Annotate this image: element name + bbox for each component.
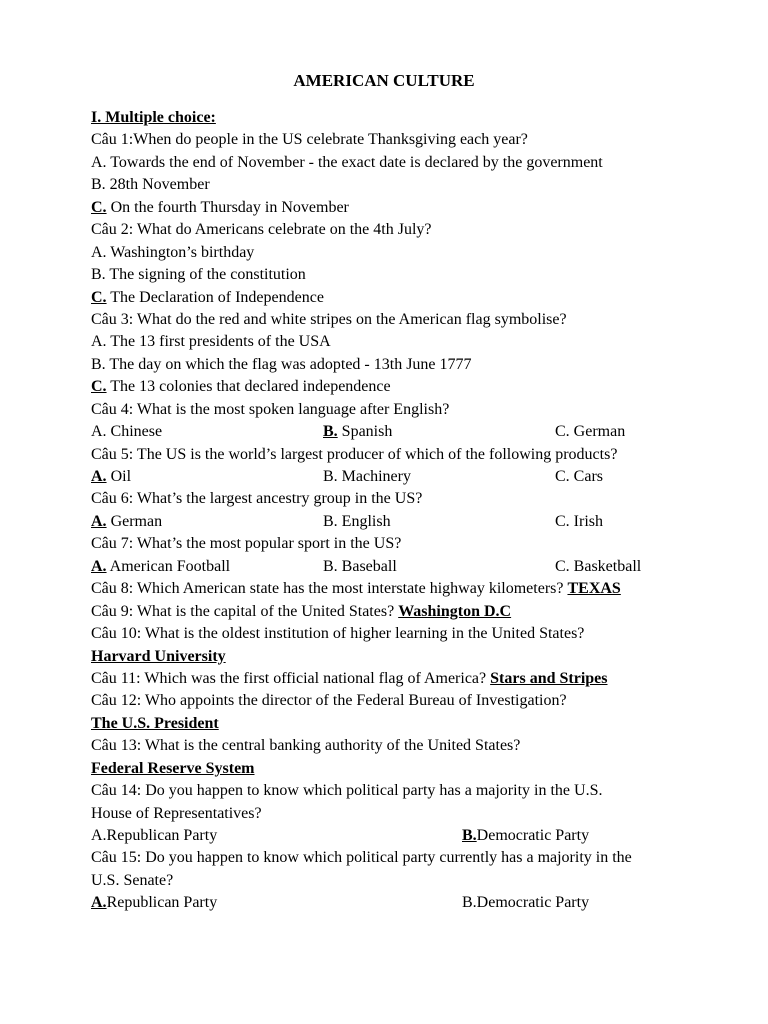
option-text: On the fourth Thursday in November: [106, 198, 349, 216]
question-text: Câu 8: Which American state has the most interstate highway kilometers?: [91, 580, 568, 598]
question-12-answer: [91, 713, 731, 735]
option-text: German: [106, 512, 163, 530]
question-4-options: [91, 421, 731, 443]
answer: Harvard University: [91, 647, 226, 665]
question-3: Câu 3: What do the red and white stripes on the American flag symbolise?: [91, 310, 567, 328]
answer-letter: C.: [91, 198, 107, 216]
option-text: American Football: [106, 557, 231, 575]
answer: The U.S. President: [91, 714, 219, 732]
question-15: Câu 15: Do you happen to know which political party currently has a majority in the: [91, 849, 632, 867]
answer-letter: A.: [91, 894, 107, 912]
option-c: C. Basketball: [555, 557, 642, 575]
document-title: AMERICAN CULTURE: [293, 71, 475, 90]
option-a: [91, 892, 217, 914]
section-heading: [91, 107, 731, 129]
question-5: Câu 5: The US is the world’s largest producer of which of the following products?: [91, 445, 618, 463]
question-1: Câu 1:When do people in the US celebrate Thanksgiving each year?: [91, 131, 528, 149]
question-3-option-a: A. The 13 first presidents of the USA: [91, 333, 331, 351]
option-a: [91, 511, 162, 533]
question-2-option-a: A. Washington’s birthday: [91, 243, 255, 261]
option-b: B. Machinery: [323, 468, 411, 485]
question-11: [91, 668, 731, 690]
option-b: B.Democratic Party: [462, 894, 590, 912]
answer: TEXAS: [567, 580, 621, 598]
question-12: Câu 12: Who appoints the director of the Federal Bureau of Investigation?: [91, 692, 567, 710]
question-9: [91, 601, 731, 623]
answer-letter: A.: [91, 468, 107, 485]
option-text: Republican Party: [106, 894, 218, 912]
option-c: C. Cars: [555, 468, 603, 485]
question-13: Câu 13: What is the central banking authority of the United States?: [91, 737, 521, 755]
option-b: B. Baseball: [323, 557, 397, 575]
option-text: The 13 colonies that declared independence: [106, 378, 391, 396]
option-a: [91, 556, 230, 578]
answer-letter: B.: [462, 827, 477, 844]
option-c: C. German: [555, 423, 626, 441]
option-a: A.Republican Party: [91, 827, 218, 844]
question-text: Câu 9: What is the capital of the United States?: [91, 602, 399, 620]
answer-letter: B.: [323, 423, 338, 441]
answer-letter: A.: [91, 512, 107, 530]
question-15-options: [91, 892, 731, 914]
question-10-answer: [91, 646, 731, 668]
question-3-option-b: B. The day on which the flag was adopted - 13th June 1777: [91, 355, 472, 373]
question-10: Câu 10: What is the oldest institution of higher learning in the United States?: [91, 625, 585, 643]
option-b: B. English: [323, 512, 391, 530]
answer: Stars and Stripes: [490, 669, 608, 687]
question-1-option-a: A. Towards the end of November - the exact date is declared by the government: [91, 153, 603, 171]
question-2-option-b: B. The signing of the constitution: [91, 266, 306, 284]
answer: Federal Reserve System: [91, 759, 255, 777]
question-7: Câu 7: What’s the most popular sport in the US?: [91, 535, 402, 553]
question-5-options: [91, 466, 731, 488]
question-14-continued: House of Representatives?: [91, 804, 262, 822]
answer-letter: C.: [91, 378, 107, 396]
answer: Washington D.C: [398, 602, 512, 620]
question-6: Câu 6: What’s the largest ancestry group in the US?: [91, 490, 423, 508]
option-c: C. Irish: [555, 512, 603, 530]
option-a: [91, 466, 131, 488]
question-7-options: [91, 556, 731, 578]
option-text: The Declaration of Independence: [106, 288, 324, 306]
question-6-options: [91, 511, 731, 533]
question-text: Câu 11: Which was the first official national flag of America?: [91, 669, 491, 687]
option-a: A. Chinese: [91, 423, 163, 441]
option-text: Oil: [106, 468, 132, 485]
option-text: Democratic Party: [476, 827, 590, 844]
question-1-option-c: [91, 197, 731, 219]
question-3-option-c: [91, 376, 731, 398]
question-2-option-c: [91, 287, 731, 309]
answer-letter: A.: [91, 557, 107, 575]
question-15-continued: U.S. Senate?: [91, 871, 174, 889]
section-heading-text: I. Multiple choice:: [91, 109, 216, 126]
question-14: Câu 14: Do you happen to know which political party has a majority in the U.S.: [91, 782, 603, 800]
option-text: Spanish: [337, 423, 393, 441]
question-list: [91, 107, 731, 915]
question-13-answer: [91, 758, 731, 780]
option-b: [323, 421, 392, 443]
question-4: Câu 4: What is the most spoken language after English?: [91, 400, 450, 418]
option-b: [462, 825, 589, 847]
question-14-options: [91, 825, 731, 847]
answer-letter: C.: [91, 288, 107, 306]
question-8: [91, 578, 731, 600]
question-1-option-b: B. 28th November: [91, 176, 210, 194]
question-2: Câu 2: What do Americans celebrate on the 4th July?: [91, 221, 432, 239]
